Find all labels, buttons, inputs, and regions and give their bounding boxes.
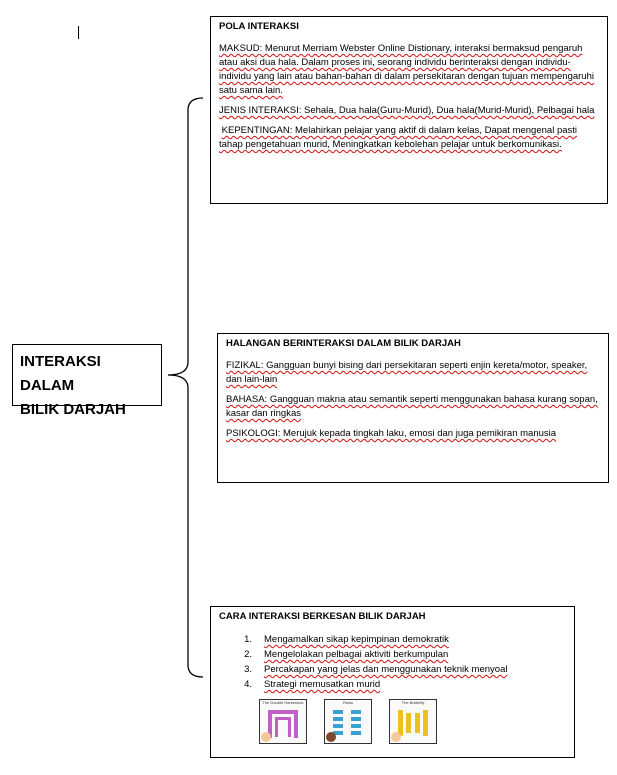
fizikal-text: FIZIKAL: Gangguan bunyi bising dari persekitaran seperti enjin kereta/motor, speaker, dan lain-lain: [226, 360, 588, 385]
kepentingan-text: KEPENTINGAN: Melahirkan pelajar yang aktif di dalam kelas, Dapat mengenal pasti tahap pengetahuan murid, Meningkatkan kebolehan pelajar untuk berkomunikasi.: [219, 125, 578, 150]
double-horseshoe-image: The Double Horseshoe: [259, 699, 307, 744]
psikologi-text: PSIKOLOGI: Merujuk kepada tingkah laku, emosi dan juga pemikiran manusia: [226, 428, 557, 439]
box-title: POLA INTERAKSI: [219, 21, 299, 32]
pola-interaksi-box: [210, 16, 608, 204]
list-item: 3. Percakapan yang jelas dan menggunakan teknik menyoal: [244, 664, 508, 675]
main-topic-box: [12, 344, 162, 418]
strategy-list: [219, 632, 566, 692]
cara-interaksi-box: [210, 606, 575, 758]
box-title: HALANGAN BERINTERAKSI DALAM BILIK DARJAH: [226, 338, 461, 349]
jenis-interaksi-text: JENIS INTERAKSI: Sehala, Dua hala(Guru-Murid), Dua hala(Murid-Murid), Pelbagai hala: [219, 105, 595, 116]
main-title-line2: BILIK DARJAH: [20, 401, 126, 418]
butterfly-image: The Butterfly: [389, 699, 437, 744]
main-title-line1: INTERAKSI DALAM: [20, 353, 101, 394]
list-item: 1. Mengamalkan sikap kepimpinan demokratik: [244, 634, 449, 645]
halangan-box: [217, 333, 609, 483]
bahasa-text: BAHASA: Gangguan makna atau semantik seperti menggunakan bahasa kurang sopan, kasar dan ringkas: [226, 394, 598, 419]
rows-image: Rows: [324, 699, 372, 744]
seating-layout-images: [259, 699, 437, 744]
box-title: CARA INTERAKSI BERKESAN BILIK DARJAH: [219, 611, 426, 622]
list-item: 2. Mengelolakan pelbagai aktiviti berkumpulan: [244, 649, 449, 660]
maksud-text: MAKSUD: Menurut Merriam Webster Online Distionary, interaksi bermaksud pengaruh atau aksi dua hala. Dalam proses ini, seorang individu berinteraksi dengan individu-individu yang lain atau bahan-bahan di dalam persekitaran dengan tujuan mempengaruhi satu sama lain.: [219, 43, 594, 96]
list-item: 4. Strategi memusatkan murid: [244, 679, 381, 690]
